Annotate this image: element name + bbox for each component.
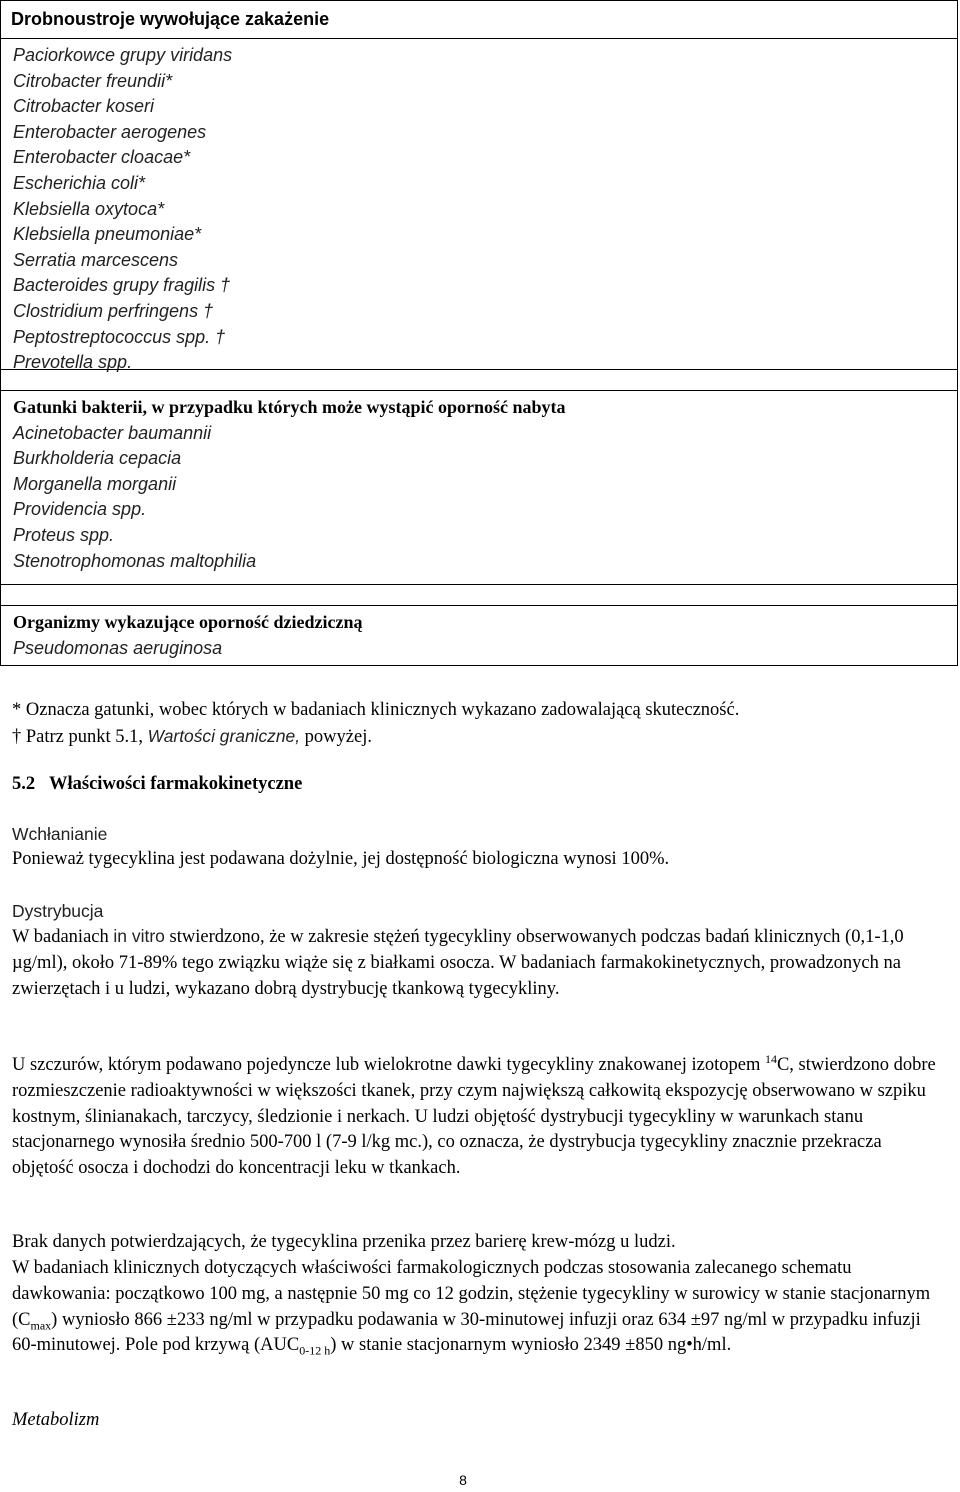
isotope-superscript: 14 xyxy=(764,1051,777,1066)
section-title: Właściwości farmakokinetyczne xyxy=(49,774,303,794)
distribution-heading: Dystrybucja xyxy=(12,901,104,921)
organism-item: Acinetobacter baumannii xyxy=(13,422,212,443)
organism-item: Enterobacter aerogenes xyxy=(13,121,207,142)
organism-item: Stenotrophomonas maltophilia xyxy=(13,550,257,571)
section-number: 5.2 xyxy=(12,774,36,794)
distribution-paragraph-3 xyxy=(12,1256,942,1359)
organism-item: Serratia marcescens xyxy=(13,249,179,270)
p1-italic: in vitro xyxy=(113,926,165,946)
absorption-heading: Wchłanianie xyxy=(12,824,108,844)
group3-list xyxy=(13,636,945,662)
p3-text-c: ) w stanie stacjonarnym wyniosło 2349 ±850 ng•h/ml. xyxy=(330,1335,732,1356)
group2-list xyxy=(13,421,945,575)
p2-text-a: U szczurów, którym podawano pojedyncze lub wielokrotne dawki tygecykliny znakowanej izotopem xyxy=(12,1055,765,1075)
organism-item: Pseudomonas aeruginosa xyxy=(13,637,223,658)
organism-item: Prevotella spp. xyxy=(13,352,133,373)
dagger-note xyxy=(12,724,942,751)
organism-item: Enterobacter cloacae* xyxy=(13,147,191,168)
absorption-text: Ponieważ tygecyklina jest podawana dożylnie, jej dostępność biologiczna wynosi 100%. xyxy=(12,849,670,869)
star-note: * Oznacza gatunki, wobec których w badaniach klinicznych wykazano zadowalającą skuteczność. xyxy=(12,700,740,720)
p1-text-a: W badaniach xyxy=(12,927,114,947)
group2-cell xyxy=(1,391,957,585)
distribution-paragraph-2 xyxy=(12,1053,942,1182)
p3-text-a: W badaniach klinicznych dotyczących właściwości farmakologicznych podczas stosowania zalecanego schematu dawkowania: początkowo 100 mg, a następnie 50 mg co 12 godzin, stężenie tygecykliny w surowicy w stanie stacjonarnym (C xyxy=(12,1258,931,1330)
group1-cell xyxy=(1,39,957,373)
organism-item: Citrobacter koseri xyxy=(13,96,155,117)
organism-item: Klebsiella oxytoca* xyxy=(13,198,165,219)
page-number: 8 xyxy=(459,1472,467,1488)
organisms-table xyxy=(0,0,958,666)
table-header: Drobnoustroje wywołujące zakażenie xyxy=(1,1,957,39)
organism-item: Burkholderia cepacia xyxy=(13,448,182,469)
distribution-paragraph-1 xyxy=(12,924,942,1002)
organism-item: Clostridium perfringens † xyxy=(13,300,214,321)
group3-cell xyxy=(1,606,957,666)
organism-item: Citrobacter freundii* xyxy=(13,70,173,91)
organism-item: Bacteroides grupy fragilis † xyxy=(13,275,231,296)
organism-item: Providencia spp. xyxy=(13,499,147,520)
group1-list xyxy=(13,43,945,376)
dagger-note-tail: powyżej. xyxy=(300,727,372,747)
table-spacer xyxy=(1,585,957,606)
organism-item: Klebsiella pneumoniae* xyxy=(13,224,202,245)
organism-item: Morganella morganii xyxy=(13,473,177,494)
table-spacer xyxy=(1,370,957,391)
group3-title: Organizmy wykazujące oporność dziedziczną xyxy=(13,612,363,632)
dagger-note-text: † Patrz punkt 5.1, xyxy=(12,727,148,747)
organism-item: Proteus spp. xyxy=(13,524,115,545)
group2-title: Gatunki bakterii, w przypadku których może wystąpić oporność nabyta xyxy=(13,397,566,417)
section-heading xyxy=(12,772,942,798)
metabolism-heading: Metabolizm xyxy=(12,1410,100,1430)
auc-subscript: 0-12 h xyxy=(299,1344,331,1359)
cmax-subscript: max xyxy=(30,1318,52,1333)
organism-item: Paciorkowce grupy viridans xyxy=(13,45,233,65)
p2-text-b: C, stwierdzono dobre rozmieszczenie radioaktywności w większości tkanek, przy czym największą całkowitą ekspozycję obserwowano w szpiku kostnym, ślinianakach, tarczycy, śledzionie i nerkach. U ludzi objętość dystrybucji tygecykliny w warunkach stanu stacjonarnego wynosiła średnio 500-700 l (7-9 l/kg mc.), co oznacza, że dystrybucja tygecykliny znacznie przekracza objętość osocza i dochodzi do koncentracji leku w tkankach. xyxy=(12,1055,936,1179)
p1-text-b: stwierdzono, że w zakresie stężeń tygecykliny obserwowanych podczas badań klinicznych (0,1-1,0 µg/ml), około 71-89% tego związku wiąże się z białkami osocza. W badaniach farmakokinetycznych, prowadzonych na zwierzętach i u ludzi, wykazano dobrą dystrybucję tkankową tygecykliny. xyxy=(12,927,904,999)
organism-item: Peptostreptococcus spp. † xyxy=(13,326,226,347)
distribution-paragraph-3-line: Brak danych potwierdzających, że tygecyklina przenika przez barierę krew-mózg u ludzi. xyxy=(12,1232,676,1252)
p3-text-b: ) wyniosło 866 ±233 ng/ml w przypadku podawania w 30-minutowej infuzji oraz 634 ±97 ng/ml w przypadku infuzji 60-minutowej. Pole pod krzywą (AUC xyxy=(12,1309,921,1356)
dagger-note-ref: Wartości graniczne, xyxy=(147,726,301,746)
organism-item: Escherichia coli* xyxy=(13,172,146,193)
